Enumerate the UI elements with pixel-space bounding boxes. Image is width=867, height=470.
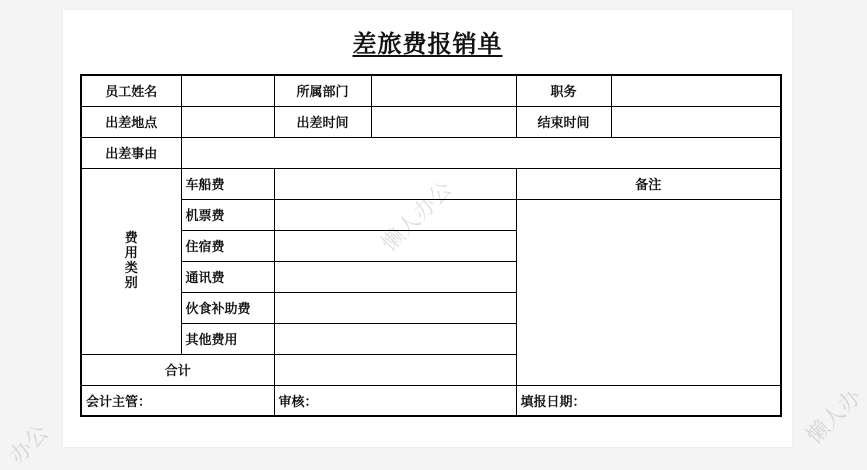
expense-category-label: 费 用 类 别 [81,168,181,354]
location-label: 出差地点 [81,106,181,137]
reason-label: 出差事由 [81,137,181,168]
location-field[interactable] [181,106,274,137]
review-label: 审核： [274,385,516,416]
expense-amount-field[interactable] [274,323,516,354]
expense-amount-field[interactable] [274,168,516,199]
row-trip [81,106,781,137]
trip-time-label: 出差时间 [274,106,371,137]
remarks-label: 备注 [516,168,781,199]
expense-item-label: 其他费用 [181,323,274,354]
expense-item-label: 机票费 [181,199,274,230]
expense-form-sheet [63,10,792,447]
expense-amount-field[interactable] [274,230,516,261]
expense-form-table [80,74,782,417]
fill-date-label: 填报日期： [516,385,781,416]
department-field[interactable] [371,75,516,106]
expense-amount-field[interactable] [274,292,516,323]
reason-field[interactable] [181,137,781,168]
form-title: 差旅费报销单 [352,29,503,58]
row-reason [81,137,781,168]
row-employee [81,75,781,106]
position-label: 职务 [516,75,611,106]
total-label: 合计 [81,354,274,385]
expense-item-label: 住宿费 [181,230,274,261]
employee-name-field[interactable] [181,75,274,106]
expense-item-label: 伙食补助费 [181,292,274,323]
expense-item-label: 通讯费 [181,261,274,292]
employee-name-label: 员工姓名 [81,75,181,106]
total-field[interactable] [274,354,516,385]
accounting-supervisor-label: 会计主管： [81,385,274,416]
end-time-field[interactable] [611,106,781,137]
watermark-right: 懒人办 [802,384,867,450]
row-expense-1 [81,168,781,199]
expense-amount-field[interactable] [274,199,516,230]
watermark-left: 办公 [5,420,54,470]
trip-time-field[interactable] [371,106,516,137]
position-field[interactable] [611,75,781,106]
row-signatures [81,385,781,416]
end-time-label: 结束时间 [516,106,611,137]
remarks-field[interactable] [516,199,781,385]
department-label: 所属部门 [274,75,371,106]
expense-item-label: 车船费 [181,168,274,199]
row-expense-2 [81,199,781,230]
expense-amount-field[interactable] [274,261,516,292]
